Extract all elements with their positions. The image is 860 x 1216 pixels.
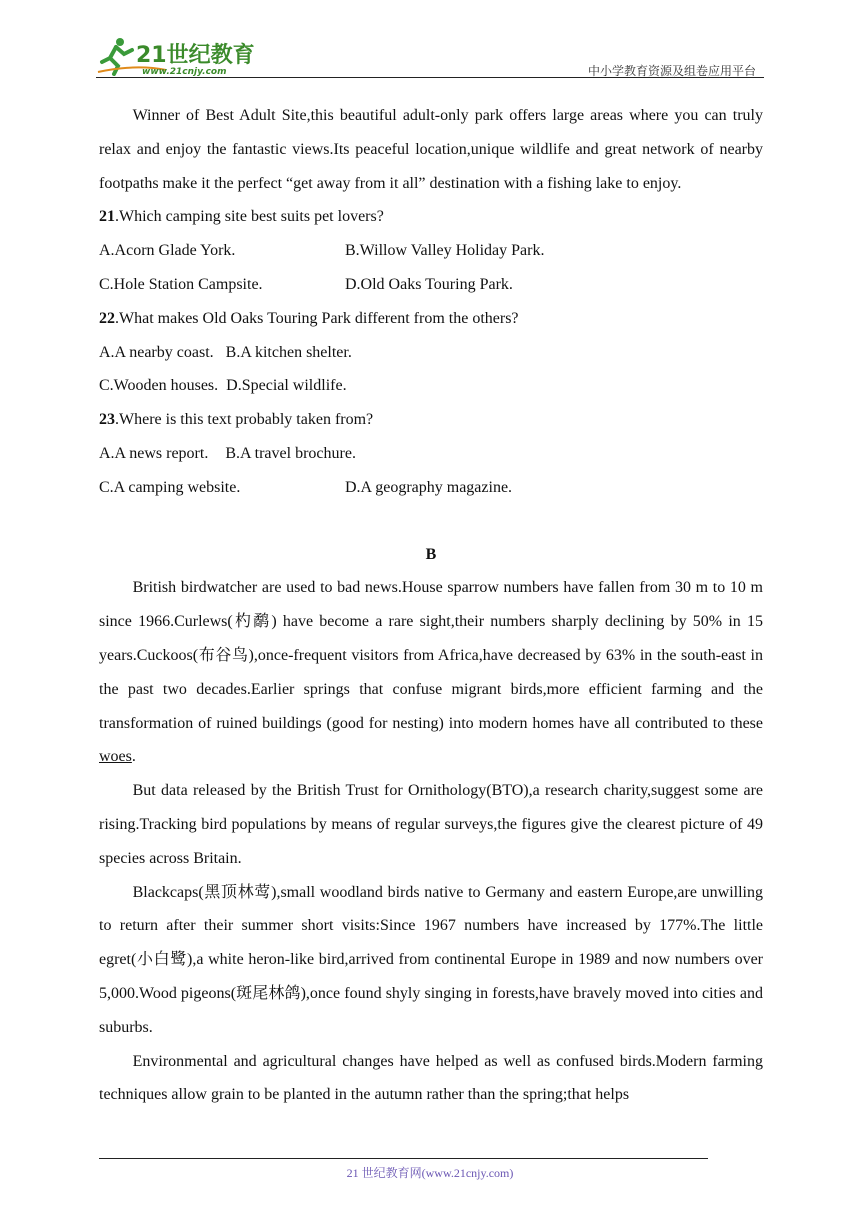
- header-tagline: 中小学教育资源及组卷应用平台: [587, 64, 756, 78]
- option-b: B.A kitchen shelter.: [225, 343, 352, 361]
- question-text: .Which camping site best suits pet lovers?: [115, 208, 384, 226]
- passage-b-paragraph-4: Environmental and agricultural changes have helped as well as confused birds.Modern farming techniques allow grain to be planted in the autumn rather than the spring;that helps: [99, 1052, 763, 1104]
- option-row: [99, 437, 763, 471]
- question-21: [99, 200, 763, 301]
- footer-source: 21 世纪教育网(www.21cnjy.com): [346, 1166, 514, 1180]
- document-body: [99, 99, 763, 1112]
- underlined-word: woes: [99, 748, 132, 766]
- logo-runner-icon: [96, 36, 256, 76]
- option-d: D.Special wildlife.: [226, 377, 347, 395]
- question-22: [99, 302, 763, 403]
- option-b: B.A travel brochure.: [225, 444, 356, 462]
- svg-text:21世纪教育: 21世纪教育: [136, 43, 255, 68]
- question-stem: [99, 302, 763, 336]
- option-row: [99, 234, 763, 268]
- paragraph-text-end: .: [131, 748, 136, 766]
- question-text: .What makes Old Oaks Touring Park different from the others?: [115, 309, 519, 327]
- paragraph-text: British birdwatcher are used to bad news.House sparrow numbers have fallen from 30 m to 10 m since 1966.Curlews(杓鹬) have become a rare sight,their numbers sharply declining by 50% in 15 years.Cuckoos(布谷鸟),once-frequent visitors from Africa,have decreased by 63% in the south-east in the past two decades.Earlier springs that confuse migrant birds,more efficient farming and the transformation of ruined buildings (good for nesting) into modern homes have all contributed to these: [99, 579, 763, 732]
- svg-text:www.21cnjy.com: www.21cnjy.com: [142, 67, 227, 76]
- option-d: D.Old Oaks Touring Park.: [345, 275, 513, 293]
- question-text: .Where is this text probably taken from?: [115, 411, 374, 429]
- option-b: B.Willow Valley Holiday Park.: [345, 242, 545, 260]
- option-c: C.Wooden houses.: [99, 377, 219, 395]
- question-23: [99, 403, 763, 504]
- page-header: [0, 0, 860, 80]
- question-number: 23: [99, 411, 115, 429]
- option-c: C.Hole Station Campsite.: [99, 275, 263, 293]
- option-a: A.Acorn Glade York.: [99, 242, 236, 260]
- question-number: 21: [99, 208, 115, 226]
- option-row: [99, 471, 763, 505]
- passage-a-paragraph: Winner of Best Adult Site,this beautiful adult-only park offers large areas where you can truly relax and enjoy the fantastic views.Its peaceful location,unique wildlife and great network of nearby footpaths make it the perfect “get away from it all” destination with a fishing lake to enjoy.: [99, 107, 763, 192]
- question-stem: [99, 200, 763, 234]
- passage-b-paragraph-3: Blackcaps(黑顶林莺),small woodland birds native to Germany and eastern Europe,are unwilling to return after their summer short visits:Since 1967 numbers have increased by 177%.The little egret(小白鹭),a white heron-like bird,arrived from continental Europe in 1989 and now numbers over 5,000.Wood pigeons(斑尾林鸽),once found shyly singing in forests,have bravely moved into cities and suburbs.: [99, 883, 763, 1036]
- option-row: [99, 268, 763, 302]
- option-a: A.A news report.: [99, 444, 209, 462]
- header-divider: [96, 77, 764, 78]
- option-a: A.A nearby coast.: [99, 343, 214, 361]
- section-b-title: B: [425, 545, 437, 563]
- site-logo: [96, 36, 256, 76]
- passage-b-paragraph-1: [99, 571, 763, 774]
- question-number: 22: [99, 309, 115, 327]
- option-d: D.A geography magazine.: [345, 478, 513, 496]
- question-stem: [99, 403, 763, 437]
- option-row: [99, 336, 763, 370]
- passage-b-paragraph-2: But data released by the British Trust for Ornithology(BTO),a research charity,suggest some are rising.Tracking bird populations by means of regular surveys,the figures give the clearest picture of 49 species across Britain.: [99, 782, 763, 867]
- option-c: C.A camping website.: [99, 478, 241, 496]
- option-row: [99, 369, 763, 403]
- footer-divider: [99, 1158, 708, 1159]
